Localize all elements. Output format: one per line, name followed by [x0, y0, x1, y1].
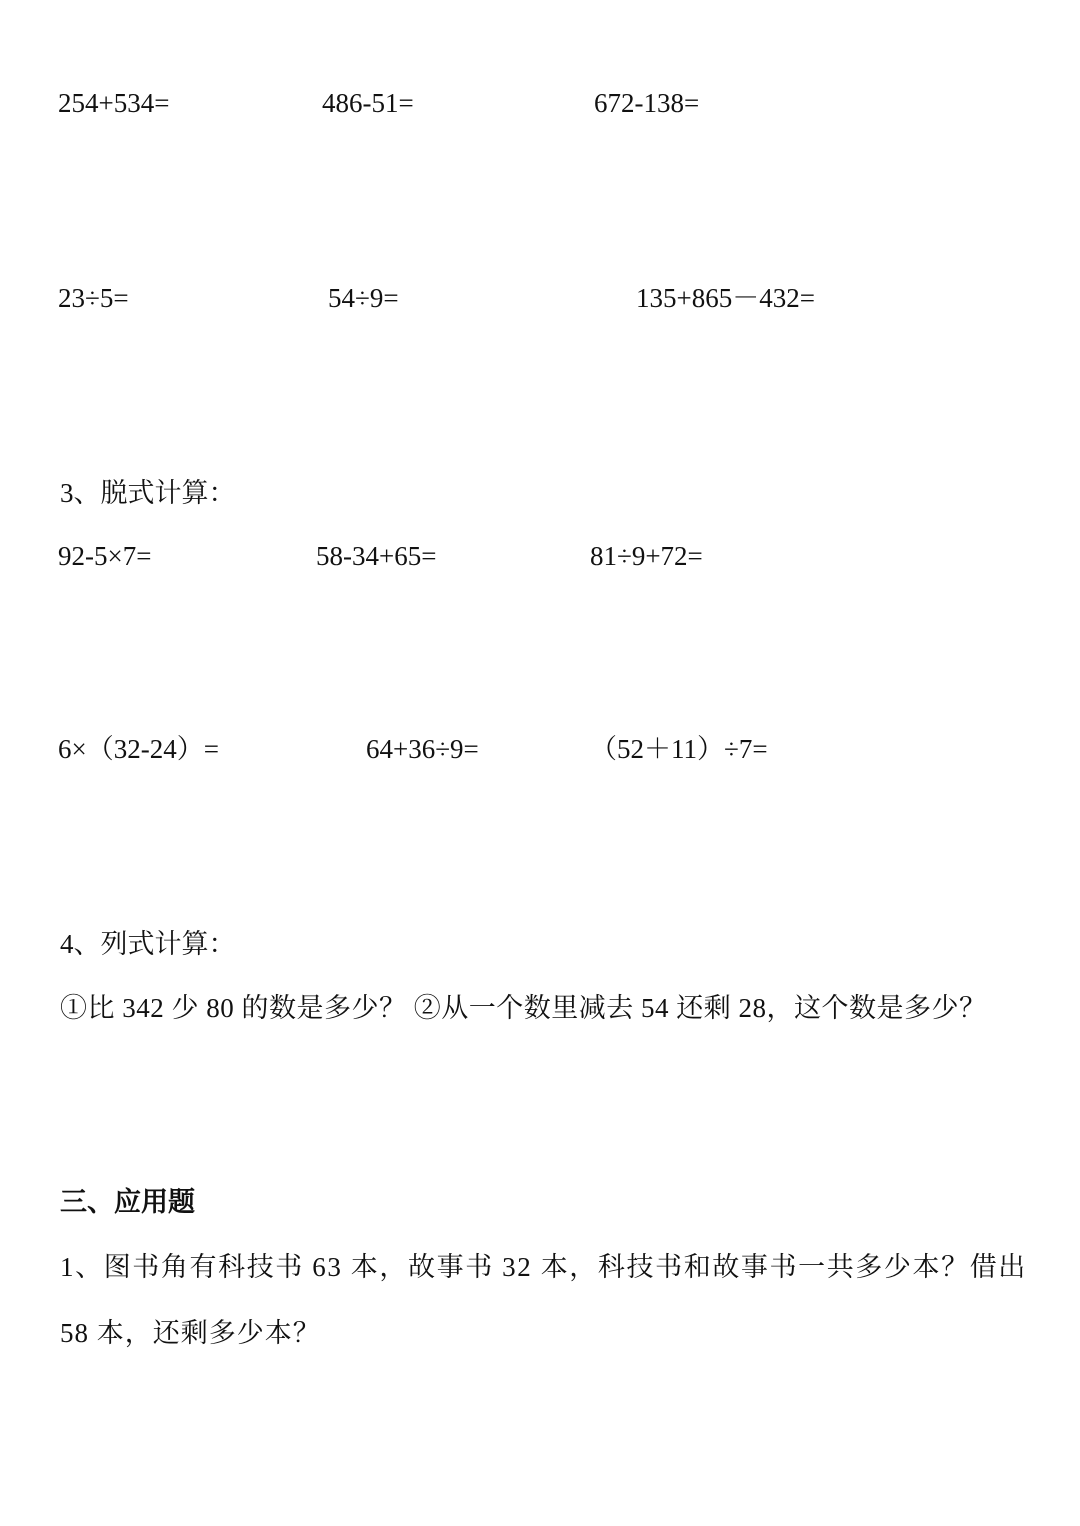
- equation-58-minus-34-plus-65: 58-34+65=: [316, 541, 437, 571]
- equation-54-div-9: 54÷9=: [328, 283, 399, 313]
- section-4-problems: ①比 342 少 80 的数是多少？ ②从一个数里减去 54 还剩 28，这个数是多少？: [60, 993, 987, 1023]
- equation-135-plus-865-minus-432: 135+865－432=: [636, 283, 815, 313]
- section-3-title: 3、脱式计算：: [60, 478, 236, 508]
- question-1-line-1: 1、图书角有科技书 63 本，故事书 32 本，科技书和故事书一共多少本？借出: [60, 1252, 1027, 1282]
- equation-64-plus-36-div-9: 64+36÷9=: [366, 734, 479, 764]
- equation-52-plus-11-div-7: （52＋11）÷7=: [590, 734, 768, 764]
- section-4-title: 4、列式计算：: [60, 929, 236, 959]
- equation-23-div-5: 23÷5=: [58, 283, 129, 313]
- equation-81-div-9-plus-72: 81÷9+72=: [590, 541, 703, 571]
- equation-672-minus-138: 672-138=: [594, 88, 700, 118]
- equation-92-minus-5x7: 92-5×7=: [58, 541, 152, 571]
- equation-486-minus-51: 486-51=: [322, 88, 414, 118]
- equation-254-plus-534: 254+534=: [58, 88, 170, 118]
- part-3-title: 三、应用题: [60, 1187, 195, 1217]
- question-1-line-2: 58 本，还剩多少本？: [60, 1318, 321, 1348]
- equation-6-times-32-minus-24: 6×（32-24）=: [58, 734, 219, 764]
